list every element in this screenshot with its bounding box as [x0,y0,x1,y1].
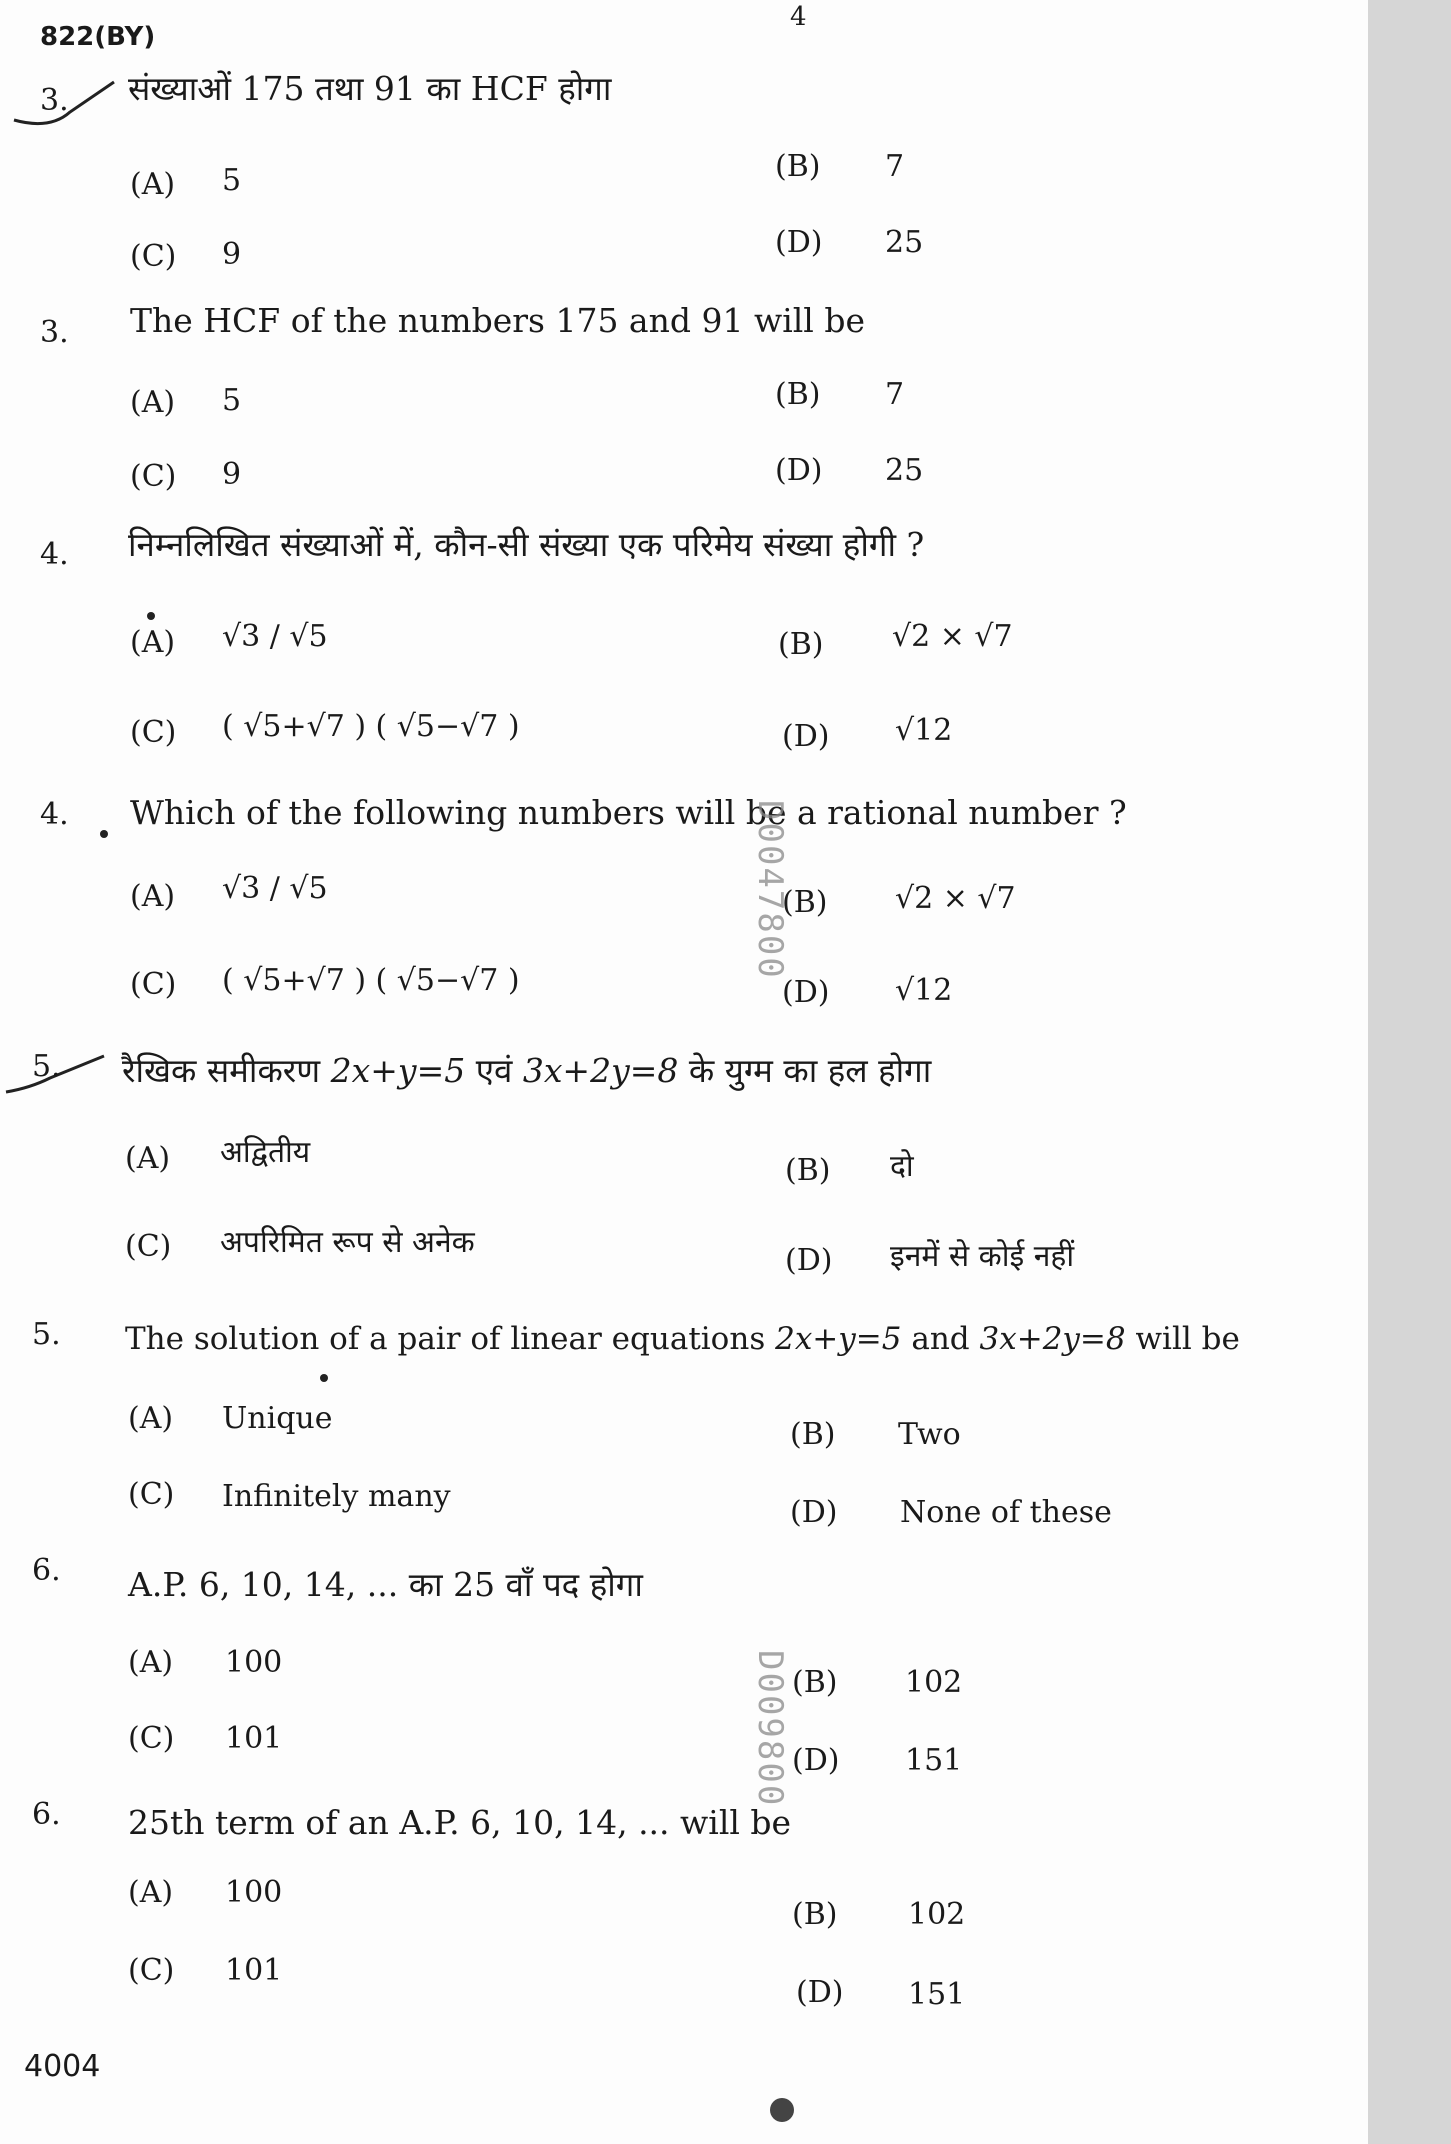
option-label: (B) [778,627,824,662]
option-value: 101 [225,1721,283,1756]
option-value: √3 / √5 [222,619,328,654]
pen-dot-mark [320,1374,328,1382]
option-value: 9 [222,457,242,492]
option-label: (D) [782,975,830,1010]
option-value: अपरिमित रूप से अनेक [220,1225,475,1260]
option-label: (D) [790,1495,838,1530]
option-label: (A) [128,1401,174,1436]
option-value: 7 [885,377,905,412]
option-value: दो [890,1149,914,1184]
question-text: A.P. 6, 10, 14, ... का 25 वाँ पद होगा [128,1565,643,1604]
question-text-start [125,1321,1240,1357]
question-number: 4. [40,537,69,572]
option-value: 5 [222,163,242,198]
question-number: 3. [40,315,69,350]
option-value: √2 × √7 [892,619,1013,654]
question-number: 4. [40,797,69,832]
pen-dot-mark [147,612,155,620]
option-value: Infinitely many [222,1479,451,1514]
question-text: संख्याओं 175 तथा 91 का HCF होगा [128,69,612,108]
option-value: 9 [222,237,242,272]
option-label: (C) [128,1721,175,1756]
question-text: 25th term of an A.P. 6, 10, 14, ... will be [128,1803,792,1842]
equation-2: 3x+2y=8 [979,1321,1126,1357]
option-label: (D) [785,1243,833,1278]
option-label: (C) [130,459,177,494]
option-label: (D) [792,1743,840,1778]
question-number: 6. [32,1797,61,1832]
option-value: None of these [900,1495,1112,1530]
option-value: √12 [895,973,953,1008]
option-label: (B) [782,885,828,920]
option-label: (D) [775,225,823,260]
question-text-part: एवं [475,1051,513,1090]
option-label: (A) [130,625,176,660]
question-number: 5. [32,1049,61,1084]
option-label: (D) [796,1975,844,2010]
option-value: 101 [225,1953,283,1988]
option-label: (A) [130,879,176,914]
option-label: (B) [775,377,821,412]
serial-stamp: D009800 [750,1650,790,1808]
option-label: (A) [125,1141,171,1176]
footer-code: 4004 [24,2049,101,2084]
option-label: (D) [782,719,830,754]
question-text-part: will be [1135,1321,1240,1357]
option-label: (C) [125,1229,172,1264]
option-value: 151 [905,1743,963,1778]
question-number: 3. [40,83,69,118]
option-value: Unique [222,1401,333,1436]
scan-margin [1368,0,1451,2144]
question-number: 5. [32,1317,61,1352]
option-value: √12 [895,713,953,748]
option-value: इनमें से कोई नहीं [890,1239,1075,1274]
question-text-part: and [911,1321,970,1357]
option-label: (C) [128,1953,175,1988]
option-value: √3 / √5 [222,871,328,906]
option-label: (A) [130,167,176,202]
option-value: 151 [908,1977,966,2012]
option-label: (A) [128,1875,174,1910]
question-text: Which of the following numbers will be a rational number ? [130,793,1127,832]
ink-blot [770,2098,794,2122]
option-label: (B) [792,1897,838,1932]
option-label: (C) [130,967,177,1002]
option-value: √2 × √7 [895,881,1016,916]
option-label: (C) [130,715,177,750]
equation-1: 2x+y=5 [330,1051,466,1090]
option-label: (B) [775,149,821,184]
option-value: अद्वितीय [220,1135,311,1170]
option-value: Two [898,1417,961,1452]
option-label: (A) [128,1645,174,1680]
option-value: 100 [225,1875,283,1910]
question-text: निम्नलिखित संख्याओं में, कौन-सी संख्या एक परिमेय संख्या होगी ? [128,525,925,564]
question-text-part: रैखिक समीकरण [122,1051,321,1090]
equation-1: 2x+y=5 [775,1321,902,1357]
question-text-part: The solution of a pair of linear equations [125,1321,766,1357]
option-label: (B) [785,1153,831,1188]
serial-stamp: D0047800 [750,800,790,980]
option-value: 25 [885,453,924,488]
equation-2: 3x+2y=8 [522,1051,679,1090]
option-value: 5 [222,383,242,418]
question-text: The HCF of the numbers 175 and 91 will be [130,301,866,340]
option-value: 25 [885,225,924,260]
option-label: (C) [128,1477,175,1512]
option-value: ( √5+√7 ) ( √5−√7 ) [222,963,520,998]
option-value: ( √5+√7 ) ( √5−√7 ) [222,709,520,744]
option-value: 102 [905,1665,963,1700]
paper-code: 822(BY) [40,22,156,52]
question-text-part: के युग्म का हल होगा [688,1051,932,1090]
option-value: 100 [225,1645,283,1680]
option-label: (B) [792,1665,838,1700]
option-label: (C) [130,239,177,274]
pen-dot-mark [100,830,108,838]
option-label: (B) [790,1417,836,1452]
option-value: 7 [885,149,905,184]
question-text-start [122,1051,932,1090]
question-number: 6. [32,1553,61,1588]
option-label: (A) [130,385,176,420]
option-value: 102 [908,1897,966,1932]
option-label: (D) [775,453,823,488]
page-number: 4 [790,2,807,32]
